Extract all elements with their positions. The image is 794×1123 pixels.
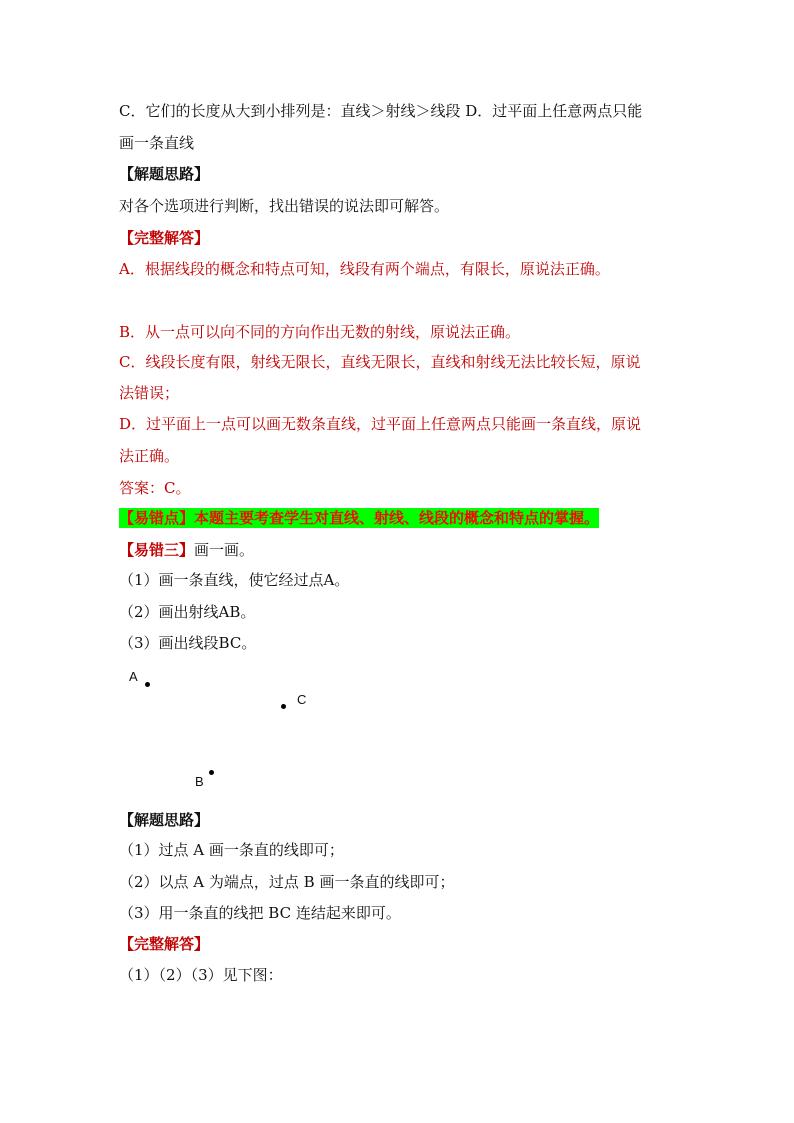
answer-c-line-1: C．线段长度有限，射线无限长，直线无限长，直线和射线无法比较长短，原说 — [119, 353, 641, 371]
task-1: （1）画一条直线，使它经过点A。 — [119, 571, 350, 589]
mistake-three-line — [119, 540, 254, 560]
point-c-label: C — [297, 692, 307, 707]
answer-b: B．从一点可以向不同的方向作出无数的射线，原说法正确。 — [119, 323, 521, 341]
easy-mistake-highlight: 【易错点】本题主要考查学生对直线、射线、线段的概念和特点的掌握。 — [119, 509, 600, 527]
task-3: （3）画出线段BC。 — [119, 634, 257, 652]
easy-mistake-point — [119, 508, 599, 528]
section-heading-complete-answer-2: 【完整解答】 — [119, 935, 210, 953]
point-b-label: B — [195, 774, 204, 789]
point-b-dot — [209, 770, 214, 775]
option-c-line-2: 画一条直线 — [119, 134, 195, 152]
solution-idea-text: 对各个选项进行判断，找出错误的说法即可解答。 — [119, 197, 450, 215]
answer-d-line-1: D．过平面上一点可以画无数条直线，过平面上任意两点只能画一条直线，原说 — [119, 415, 642, 433]
answer-a: A．根据线段的概念和特点可知，线段有两个端点，有限长，原说法正确。 — [119, 260, 610, 278]
section-heading-complete-answer: 【完整解答】 — [119, 229, 210, 247]
mistake-three-tag: 【易错三】 — [119, 541, 195, 559]
section-heading-solution-idea: 【解题思路】 — [119, 165, 210, 183]
point-a-label: A — [129, 669, 138, 684]
point-a-dot — [145, 682, 150, 687]
mistake-three-text: 画一画。 — [194, 541, 255, 559]
final-answer: 答案：C。 — [119, 479, 191, 497]
final-see-figure: （1）（2）（3）见下图： — [119, 966, 283, 984]
solution-idea-2-line-1: （1）过点 A 画一条直的线即可； — [119, 841, 344, 859]
answer-c-line-2: 法错误； — [119, 384, 180, 402]
solution-idea-2-line-3: （3）用一条直的线把 BC 连结起来即可。 — [119, 904, 401, 922]
solution-idea-2-line-2: （2）以点 A 为端点，过点 B 画一条直的线即可； — [119, 873, 455, 891]
answer-d-line-2: 法正确。 — [119, 447, 180, 465]
point-c-dot — [281, 704, 286, 709]
option-c-line-1: C．它们的长度从大到小排列是：直线＞射线＞线段 D．过平面上任意两点只能 — [119, 102, 643, 120]
section-heading-solution-idea-2: 【解题思路】 — [119, 811, 210, 829]
task-2: （2）画出射线AB。 — [119, 603, 256, 621]
